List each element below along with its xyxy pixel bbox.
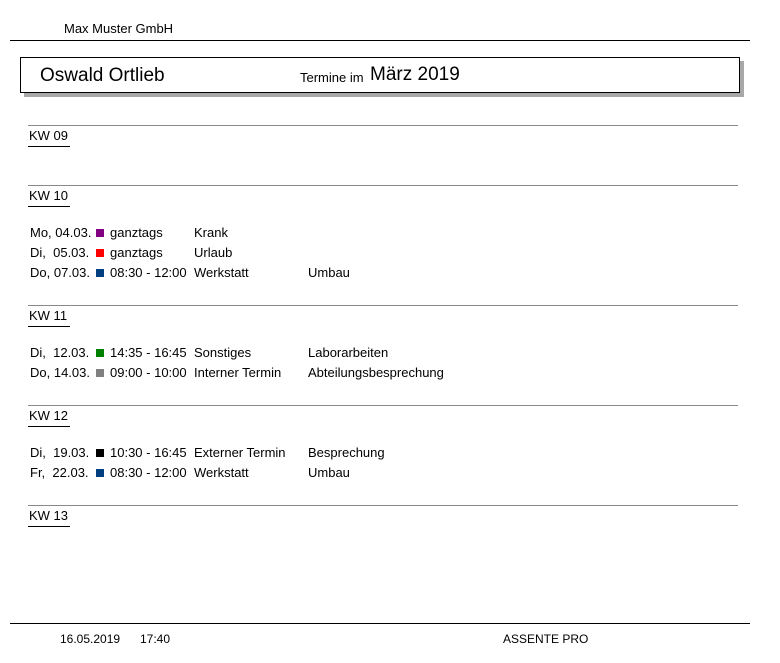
report-month: März 2019 bbox=[370, 64, 460, 85]
appointment-date: Fr, 22.03. bbox=[30, 465, 89, 480]
appointment-description: Umbau bbox=[308, 265, 350, 280]
appointment-description: Laborarbeiten bbox=[308, 345, 389, 360]
appointment-time: 10:30 - 16:45 bbox=[110, 445, 187, 460]
appointment-type: Werkstatt bbox=[194, 465, 249, 480]
appointment-type: Werkstatt bbox=[194, 265, 249, 280]
category-color-square bbox=[96, 249, 104, 257]
header-divider bbox=[10, 40, 750, 41]
person-name: Oswald Ortlieb bbox=[40, 65, 165, 86]
appointment-description: Abteilungsbesprechung bbox=[308, 365, 444, 380]
appointment-date: Di, 05.03. bbox=[30, 245, 90, 260]
appointment-type: Externer Termin bbox=[194, 445, 286, 460]
company-name: Max Muster GmbH bbox=[64, 21, 174, 36]
category-color-square bbox=[96, 449, 104, 457]
appointment-date: Do, 14.03. bbox=[30, 365, 90, 380]
week-label: KW 13 bbox=[28, 508, 70, 527]
appointment-time: ganztags bbox=[110, 225, 163, 240]
appointment-time: 08:30 - 12:00 bbox=[110, 465, 187, 480]
appointment-description: Besprechung bbox=[308, 445, 385, 460]
appointment-type: Urlaub bbox=[194, 245, 233, 260]
week-divider bbox=[28, 125, 738, 126]
appointment-time: 14:35 - 16:45 bbox=[110, 345, 187, 360]
appointment-time: ganztags bbox=[110, 245, 163, 260]
appointment-type: Krank bbox=[194, 225, 228, 240]
appointment-date: Do, 07.03. bbox=[30, 265, 90, 280]
appointment-description: Umbau bbox=[308, 465, 350, 480]
category-color-square bbox=[96, 469, 104, 477]
appointment-type: Interner Termin bbox=[194, 365, 282, 380]
appointment-date: Di, 19.03. bbox=[30, 445, 90, 460]
print-time: 17:40 bbox=[140, 632, 171, 646]
appointment-date: Di, 12.03. bbox=[30, 345, 90, 360]
app-name: ASSENTE PRO bbox=[503, 632, 589, 646]
appointment-date: Mo, 04.03. bbox=[30, 225, 92, 240]
category-color-square bbox=[96, 229, 104, 237]
week-label: KW 10 bbox=[28, 188, 70, 207]
category-color-square bbox=[96, 349, 104, 357]
week-divider bbox=[28, 305, 738, 306]
week-label: KW 11 bbox=[28, 308, 70, 327]
week-divider bbox=[28, 505, 738, 506]
footer-divider bbox=[10, 623, 750, 624]
appointment-time: 09:00 - 10:00 bbox=[110, 365, 187, 380]
category-color-square bbox=[96, 369, 104, 377]
week-divider bbox=[28, 185, 738, 186]
print-date: 16.05.2019 bbox=[60, 632, 121, 646]
appointment-type: Sonstiges bbox=[194, 345, 252, 360]
appointment-time: 08:30 - 12:00 bbox=[110, 265, 187, 280]
week-divider bbox=[28, 405, 738, 406]
category-color-square bbox=[96, 269, 104, 277]
week-label: KW 09 bbox=[28, 128, 70, 147]
week-label: KW 12 bbox=[28, 408, 70, 427]
report-header-box bbox=[20, 57, 740, 93]
termine-label: Termine im bbox=[300, 70, 364, 85]
